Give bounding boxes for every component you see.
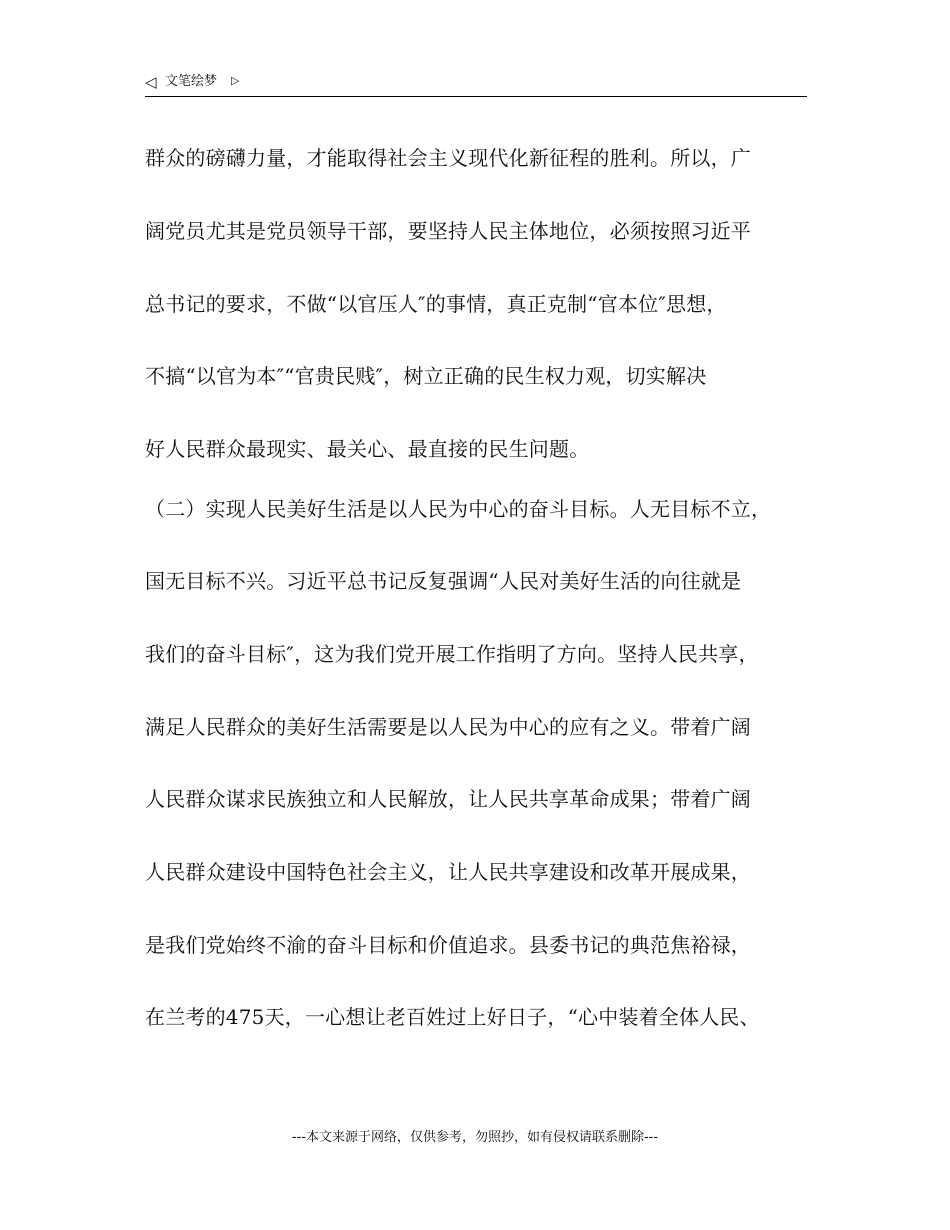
header-title: 文笔绘梦 — [165, 74, 218, 89]
text-line: 阔党员尤其是党员领导干部，要坚持人民主体地位，必须按照习近平 — [145, 219, 751, 243]
page-footer: ---本文来源于网络，仅供参考，勿照抄，如有侵权请联系删除--- — [291, 1130, 659, 1145]
text-line: 好人民群众最现实、最关心、最直接的民生问题。 — [145, 437, 590, 461]
text-line: 我们的奋斗目标″，这为我们党开展工作指明了方向。坚持人民共享， — [145, 642, 759, 666]
text-line: 满足人民群众的美好生活需要是以人民为中心的应有之义。带着广阔 — [145, 715, 751, 739]
section-heading-line: （二）实现人民美好生活是以人民为中心的奋斗目标。人无目标不立， — [145, 497, 772, 521]
left-triangle-icon: ◁ — [145, 73, 157, 91]
page-header — [145, 70, 807, 97]
text-line: 群众的磅礴力量，才能取得社会主义现代化新征程的胜利。所以，广 — [145, 146, 751, 170]
text-line: 人民群众建设中国特色社会主义，让人民共享建设和改革开展成果， — [145, 860, 751, 884]
text-line: 是我们党始终不渝的奋斗目标和价值追求。县委书记的典范焦裕禄， — [145, 933, 751, 957]
right-triangle-icon: ▷ — [231, 74, 240, 87]
text-line: 不搞“以官为本″“官贵民贱″，树立正确的民生权力观，切实解决 — [145, 364, 707, 388]
text-line: 总书记的要求，不做“以官压人″的事情，真正克制“官本位″思想， — [145, 292, 727, 316]
text-line: 在兰考的475天，一心想让老百姓过上好日子，“心中装着全体人民、 — [145, 1005, 760, 1029]
text-line: 国无目标不兴。习近平总书记反复强调“人民对美好生活的向往就是 — [145, 569, 742, 593]
text-line: 人民群众谋求民族独立和人民解放，让人民共享革命成果；带着广阔 — [145, 787, 751, 811]
